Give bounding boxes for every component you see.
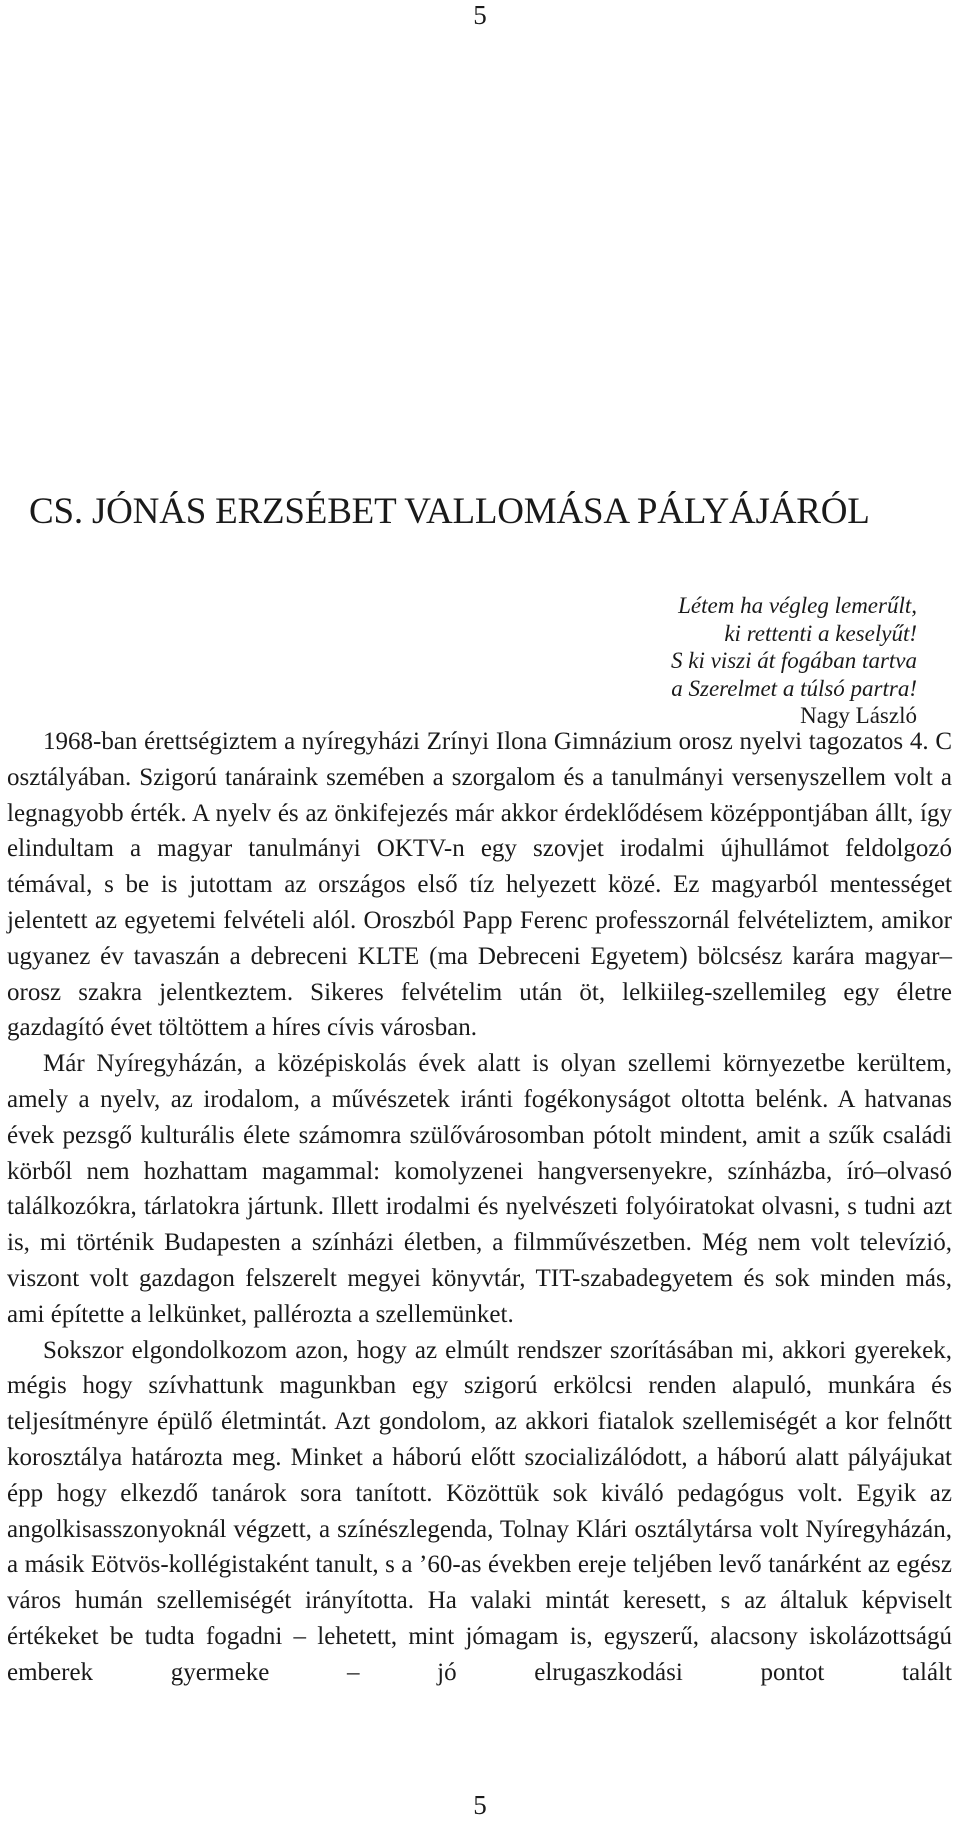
page-number-bottom: 5 — [473, 1790, 487, 1820]
epigraph — [671, 592, 917, 730]
epigraph-line: S ki viszi át fogában tartva — [671, 648, 917, 673]
paragraph: 1968-ban érettségiztem a nyíregyházi Zrínyi Ilona Gimnázium orosz nyelvi tagozatos 4. C osztályában. Szigorú tanáraink szemében a szorgalom és a tanulmányi versenyszellem volt a legnagyobb érték. A nyelv és az önkifejezés már akkor érdeklődésem középpontjában állt, így elindultam a magyar tanulmányi OKTV-n egy szovjet irodalmi újhullámot feldolgozó témával, s be is jutottam az országos első tíz helyezett közé. Ez magyarból mentességet jelentett az egyetemi felvételi alól. Oroszból Papp Ferenc professzornál felvételiztem, amikor ugyanez év tavaszán a debreceni KLTE (ma Debreceni Egyetem) bölcsész karára magyar–orosz szakra jelentkeztem. Sikeres felvételim után öt, lelkiileg-szellemileg egy életre gazdagító évet töltöttem a híres cívis városban. — [7, 728, 952, 1042]
epigraph-author: Nagy László — [800, 703, 917, 728]
epigraph-line: a Szerelmet a túlsó partra! — [671, 675, 917, 701]
paragraph: Sokszor elgondolkozom azon, hogy az elmúlt rendszer szorításában mi, akkori gyerekek, mégis hogy szívhattunk magunkban egy szigorú erkölcsi renden alapuló, munkára és teljesítményre épülő életmintát. Azt gondolom, az akkori fiatalok szellemiségét a kor felnőtt korosztálya határozta meg. Minket a háború előtt szocializálódott, a háború alatt pályájukat épp hogy elkezdő tanárok sora tanított. Közöttük sok kiváló pedagógus volt. Egyik az angolkisasszonyoknál végzett, a színészlegenda, Tolnay Klári osztálytársa volt Nyíregyházán, a másik Eötvös-kollégistaként tanult, s a ’60-as években ereje teljében levő tanárként az egész város humán szellemiségét irányította. Ha valaki mintát keresett, s az általuk képviselt értékeket be tudta fogadni – lehetett, mint jómagam is, egyszerű, alacsony iskolázottságú emberek gyermeke – jó elrugaszkodási pontot talált — [7, 1336, 952, 1686]
epigraph-line: ki rettenti a keselyűt! — [724, 620, 917, 646]
body-text — [7, 724, 952, 1691]
page-number-top: 5 — [473, 0, 487, 30]
chapter-title: CS. JÓNÁS ERZSÉBET VALLOMÁSA PÁLYÁJÁRÓL — [29, 491, 870, 532]
paragraph: Már Nyíregyházán, a középiskolás évek alatt is olyan szellemi környezetbe kerültem, amely a nyelv, az irodalom, a művészetek iránti fogékonyságot oltotta belénk. A hatvanas évek pezsgő kulturális élete számomra szülővárosomban pótolt mindent, amit a szűk családi körből nem hozhattam magammal: komolyzenei hangversenyekre, színházba, író–olvasó találkozókra, tárlatokra jártunk. Illett irodalmi és nyelvészeti folyóiratokat olvasni, s tudni azt is, mi történik Budapesten a színházi életben, a filmművészetben. Még nem volt televízió, viszont volt gazdagon felszerelt megyei könyvtár, TIT-szabadegyetem és sok minden más, ami építette a lelkünket, pallérozta a szellemünket. — [7, 1050, 952, 1328]
epigraph-line: Létem ha végleg lemerűlt, — [678, 593, 917, 618]
